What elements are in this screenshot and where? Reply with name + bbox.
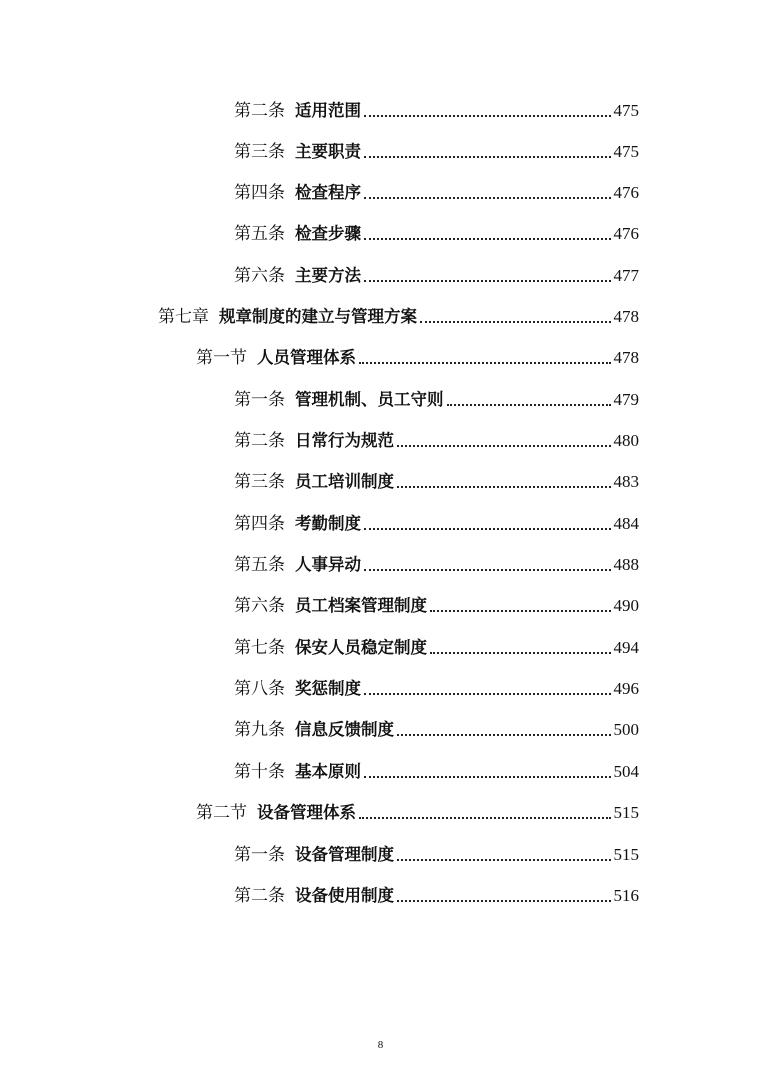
dot-leader — [364, 569, 611, 571]
toc-entry-number: 第六条 — [234, 266, 285, 286]
toc-entry-page: 475 — [613, 142, 639, 161]
dot-leader — [397, 900, 611, 902]
toc-entry-title: 设备管理制度 — [295, 845, 394, 864]
dot-leader — [364, 197, 611, 199]
toc-entry-page: 494 — [613, 638, 639, 657]
toc-entry[interactable] — [234, 589, 639, 617]
toc-entry[interactable] — [234, 259, 639, 287]
toc-entry-number: 第二条 — [234, 886, 285, 906]
toc-entry-page: 515 — [613, 845, 639, 864]
toc-entry-title: 主要职责 — [295, 142, 361, 161]
toc-entry-title: 奖惩制度 — [295, 679, 361, 698]
toc-entry-page: 515 — [613, 803, 639, 822]
toc-entry-page: 490 — [613, 596, 639, 615]
dot-leader — [359, 817, 611, 819]
toc-entry-number: 第六条 — [234, 596, 285, 616]
toc-entry-title: 检查步骤 — [295, 224, 361, 243]
toc-entry-title: 检查程序 — [295, 183, 361, 202]
dot-leader — [397, 734, 611, 736]
dot-leader — [397, 486, 611, 488]
toc-entry-page: 516 — [613, 886, 639, 905]
toc-entry-title: 考勤制度 — [295, 514, 361, 533]
dot-leader — [420, 321, 611, 323]
toc-entry-page: 476 — [613, 183, 639, 202]
toc-entry-title: 人事异动 — [295, 555, 361, 574]
toc-entry-number: 第三条 — [234, 142, 285, 162]
toc-entry-number: 第四条 — [234, 514, 285, 534]
toc-entry-number: 第五条 — [234, 555, 285, 575]
toc-entry[interactable] — [234, 548, 639, 576]
toc-entry-number: 第二条 — [234, 101, 285, 121]
toc-entry-page: 480 — [613, 431, 639, 450]
toc-section-entry[interactable] — [196, 796, 639, 824]
dot-leader — [364, 528, 611, 530]
toc-entry-title: 管理机制、员工守则 — [295, 390, 444, 409]
toc-entry-title: 日常行为规范 — [295, 431, 394, 450]
toc-entry-title: 员工培训制度 — [295, 472, 394, 491]
toc-entry[interactable] — [234, 507, 639, 535]
toc-entry-number: 第一条 — [234, 845, 285, 865]
toc-entry[interactable] — [234, 838, 639, 866]
toc-entry-page: 500 — [613, 720, 639, 739]
toc-entry-number: 第十条 — [234, 762, 285, 782]
dot-leader — [364, 156, 611, 158]
dot-leader — [364, 693, 611, 695]
toc-entry-page: 483 — [613, 472, 639, 491]
toc-chapter-entry[interactable] — [158, 300, 639, 328]
toc-entry-number: 第七章 — [158, 307, 209, 327]
toc-entry[interactable] — [234, 631, 639, 659]
dot-leader — [364, 280, 611, 282]
toc-entry-number: 第四条 — [234, 183, 285, 203]
toc-entry-number: 第五条 — [234, 224, 285, 244]
toc-entry[interactable] — [234, 176, 639, 204]
toc-entry-number: 第九条 — [234, 720, 285, 740]
toc-entry-page: 484 — [613, 514, 639, 533]
toc-entry-title: 设备使用制度 — [295, 886, 394, 905]
toc-entry-title: 保安人员稳定制度 — [295, 638, 427, 657]
toc-entry-page: 504 — [613, 762, 639, 781]
toc-entry[interactable] — [234, 879, 639, 907]
toc-entry-title: 人员管理体系 — [257, 348, 356, 367]
toc-entry-title: 基本原则 — [295, 762, 361, 781]
dot-leader — [364, 238, 611, 240]
toc-entry-title: 规章制度的建立与管理方案 — [219, 307, 417, 326]
toc-section-entry[interactable] — [196, 341, 639, 369]
dot-leader — [397, 859, 611, 861]
toc-entry-number: 第二条 — [234, 431, 285, 451]
toc-entry[interactable] — [234, 383, 639, 411]
toc-entry-title: 员工档案管理制度 — [295, 596, 427, 615]
toc-entry-number: 第八条 — [234, 679, 285, 699]
dot-leader — [447, 404, 611, 406]
toc-entry-number: 第二节 — [196, 803, 247, 823]
toc-entry-page: 478 — [613, 348, 639, 367]
toc-entry-page: 477 — [613, 266, 639, 285]
toc-entry[interactable] — [234, 672, 639, 700]
dot-leader — [397, 445, 611, 447]
toc-entry-page: 479 — [613, 390, 639, 409]
toc-entry-number: 第一节 — [196, 348, 247, 368]
toc-entry[interactable] — [234, 424, 639, 452]
toc-entry-title: 主要方法 — [295, 266, 361, 285]
toc-entry-title: 适用范围 — [295, 101, 361, 120]
toc-entry[interactable] — [234, 755, 639, 783]
dot-leader — [430, 610, 611, 612]
dot-leader — [359, 362, 611, 364]
toc-entry-number: 第七条 — [234, 638, 285, 658]
toc-entry-page: 488 — [613, 555, 639, 574]
toc-entry[interactable] — [234, 465, 639, 493]
dot-leader — [430, 652, 611, 654]
toc-entry[interactable] — [234, 135, 639, 163]
toc-entry-page: 478 — [613, 307, 639, 326]
toc-entry[interactable] — [234, 217, 639, 245]
dot-leader — [364, 115, 611, 117]
toc-entry-page: 476 — [613, 224, 639, 243]
toc-entry[interactable] — [234, 713, 639, 741]
toc-entry[interactable] — [234, 94, 639, 122]
toc-entry-title: 设备管理体系 — [257, 803, 356, 822]
toc-entry-page: 475 — [613, 101, 639, 120]
toc-entry-page: 496 — [613, 679, 639, 698]
toc-entry-number: 第三条 — [234, 472, 285, 492]
toc-entry-title: 信息反馈制度 — [295, 720, 394, 739]
toc-entry-number: 第一条 — [234, 390, 285, 410]
page-number: 8 — [377, 1039, 384, 1051]
dot-leader — [364, 776, 611, 778]
